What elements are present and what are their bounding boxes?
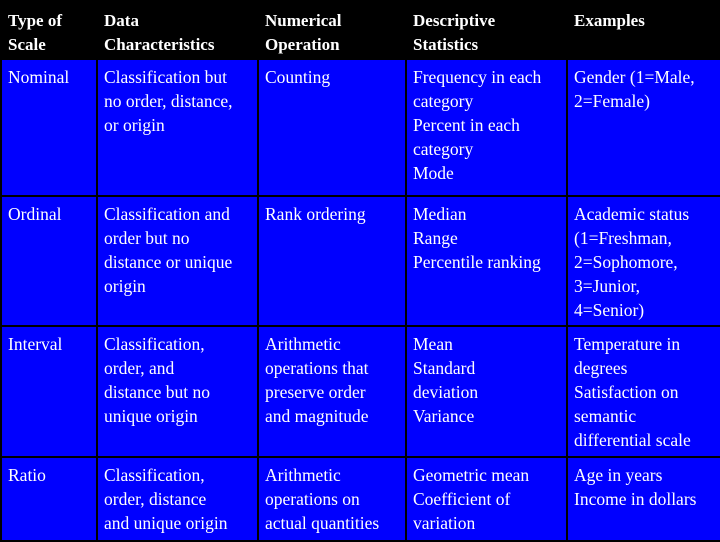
cell-scale-type: Ratio	[1, 457, 97, 541]
cell-examples: Gender (1=Male, 2=Female)	[567, 59, 720, 196]
cell-descriptive-statistics: Geometric mean Coefficient of variation	[406, 457, 567, 541]
cell-numerical-operation: Counting	[258, 59, 406, 196]
header-descriptive-statistics: Descriptive Statistics	[406, 1, 567, 59]
cell-data-characteristics: Classification but no order, distance, or origin	[97, 59, 258, 196]
cell-numerical-operation: Rank ordering	[258, 196, 406, 326]
cell-data-characteristics: Classification, order, distance and unique origin	[97, 457, 258, 541]
cell-descriptive-statistics: Mean Standard deviation Variance	[406, 326, 567, 457]
header-examples: Examples	[567, 1, 720, 59]
header-numerical-operation: Numerical Operation	[258, 1, 406, 59]
cell-data-characteristics: Classification, order, and distance but no unique origin	[97, 326, 258, 457]
cell-scale-type: Interval	[1, 326, 97, 457]
cell-numerical-operation: Arithmetic operations on actual quantities	[258, 457, 406, 541]
header-type-of-scale: Type of Scale	[1, 1, 97, 59]
cell-scale-type: Nominal	[1, 59, 97, 196]
cell-descriptive-statistics: Median Range Percentile ranking	[406, 196, 567, 326]
cell-scale-type: Ordinal	[1, 196, 97, 326]
cell-examples: Temperature in degrees Satisfaction on semantic differential scale	[567, 326, 720, 457]
cell-descriptive-statistics: Frequency in each category Percent in each category Mode	[406, 59, 567, 196]
cell-data-characteristics: Classification and order but no distance or unique origin	[97, 196, 258, 326]
cell-numerical-operation: Arithmetic operations that preserve order and magnitude	[258, 326, 406, 457]
table-row-nominal	[1, 59, 720, 196]
table-row-interval	[1, 326, 720, 457]
cell-examples: Age in years Income in dollars	[567, 457, 720, 541]
header-row	[1, 1, 720, 59]
header-data-characteristics: Data Characteristics	[97, 1, 258, 59]
cell-examples: Academic status (1=Freshman, 2=Sophomore, 3=Junior, 4=Senior)	[567, 196, 720, 326]
table-row-ratio	[1, 457, 720, 541]
table-row-ordinal	[1, 196, 720, 326]
